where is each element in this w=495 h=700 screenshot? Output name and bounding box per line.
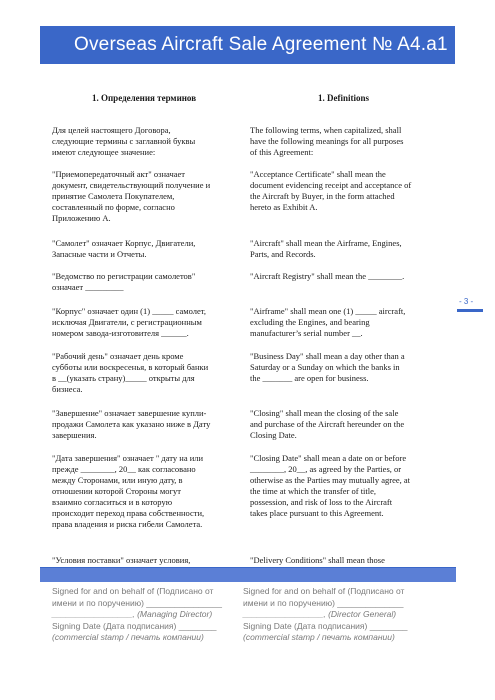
signature-left-line4: Signing Date (Дата подписания) ________	[52, 620, 217, 631]
en-definition-aircraft: "Aircraft" shall mean the Airframe, Engines, Parts, and Records.	[250, 238, 402, 259]
en-definition-aircraft-registry: "Aircraft Registry" shall mean the ________.	[250, 271, 405, 281]
ru-definition-business-day: "Рабочий день" означает день кроме субботы или воскресенья, в который банки в __(указать страну)_____ открыты для бизнеса.	[52, 351, 209, 394]
signature-left-line1: Signed for and on behalf of (Подписано от	[52, 586, 214, 596]
signature-left-line5: (commercial stamp / печать компании)	[52, 632, 204, 642]
ru-definition-airframe: "Корпус" означает один (1) _____ самолет, исключая Двигатели, с регистрационным номером завода-изготовителя ______.	[52, 306, 206, 338]
en-section-heading: 1. Definitions	[318, 93, 370, 103]
signature-left-line3: _________________, (Managing Director)	[52, 609, 213, 619]
ru-definition-closing: "Завершение" означает завершение купли- продажи Самолета как указано ниже в Дату завершения.	[52, 408, 211, 440]
ru-definition-intro: Для целей настоящего Договора, следующие термины с заглавной буквы имеют следующее значение:	[52, 125, 196, 157]
signature-right-line5: (commercial stamp / печать компании)	[243, 632, 395, 642]
en-definition-airframe: "Airframe" shall mean one (1) _____ aircraft, excluding the Engines, and bearing manufacturer’s serial number __.	[250, 306, 406, 338]
ru-definition-aircraft: "Самолет" означает Корпус, Двигатели, Запасные части и Отчеты.	[52, 238, 196, 259]
document-title-banner	[40, 26, 455, 64]
ru-definition-aircraft-registry: "Ведомство по регистрации самолетов" означает _________	[52, 271, 196, 292]
signature-right-line2: имени и по поручению) ______________	[243, 597, 404, 608]
en-definition-closing: "Closing" shall mean the closing of the sale and purchase of the Aircraft hereunder on the Closing Date.	[250, 408, 405, 440]
en-definition-closing-date: "Closing Date" shall mean a date on or before ________, 20__, as agreed by the Parties, or otherwise as the Parties may mutually agree, at the time at which the transfer of title, possession, and risk of loss to the Aircraft takes place pursuant to this Agreement.	[250, 453, 411, 518]
page-number-bar	[457, 309, 483, 312]
signature-right-line1: Signed for and on behalf of (Подписано от	[243, 586, 405, 596]
footer-band	[40, 568, 456, 582]
signature-block-right	[243, 586, 408, 644]
en-definition-acceptance-certificate: "Acceptance Certificate" shall mean the document evidencing receipt and acceptance of the Aircraft by Buyer, in the form attached hereto as Exhibit A.	[250, 169, 412, 212]
signature-right-line3: _________________, (Director General)	[243, 609, 397, 619]
signature-left-line2: имени и по поручению) ________________	[52, 597, 222, 608]
ru-definition-acceptance-certificate: "Приемопередаточный акт" означает документ, свидетельствующий получение и принятие Самолета Покупателем, составленный по форме, согласно Приложению А.	[52, 169, 211, 223]
ru-definition-closing-date: "Дата завершения" означает " дату на или прежде ________, 20__ как согласовано между Сторонами, или иную дату, в отношении которой Стороны могут взаимно согласиться и в которую происходит переход права собственности, права владения и риска гибели Самолета.	[52, 453, 205, 529]
page-number: - 3 -	[459, 297, 474, 306]
document-title: Overseas Aircraft Sale Agreement № A4.a1	[74, 34, 448, 55]
ru-definition-delivery-conditions: "Условия поставки" означает условия,	[52, 555, 191, 565]
ru-section-heading: 1. Определения терминов	[92, 93, 197, 103]
signature-block-left	[52, 586, 222, 644]
en-definition-intro: The following terms, when capitalized, shall have the following meanings for all purposes of this Agreement:	[250, 125, 404, 157]
signature-right-line4: Signing Date (Дата подписания) ________	[243, 620, 408, 631]
en-definition-business-day: "Business Day" shall mean a day other than a Saturday or a Sunday on which the banks in the _______ are open for business.	[250, 351, 405, 383]
en-definition-delivery-conditions: "Delivery Conditions" shall mean those	[250, 555, 385, 565]
